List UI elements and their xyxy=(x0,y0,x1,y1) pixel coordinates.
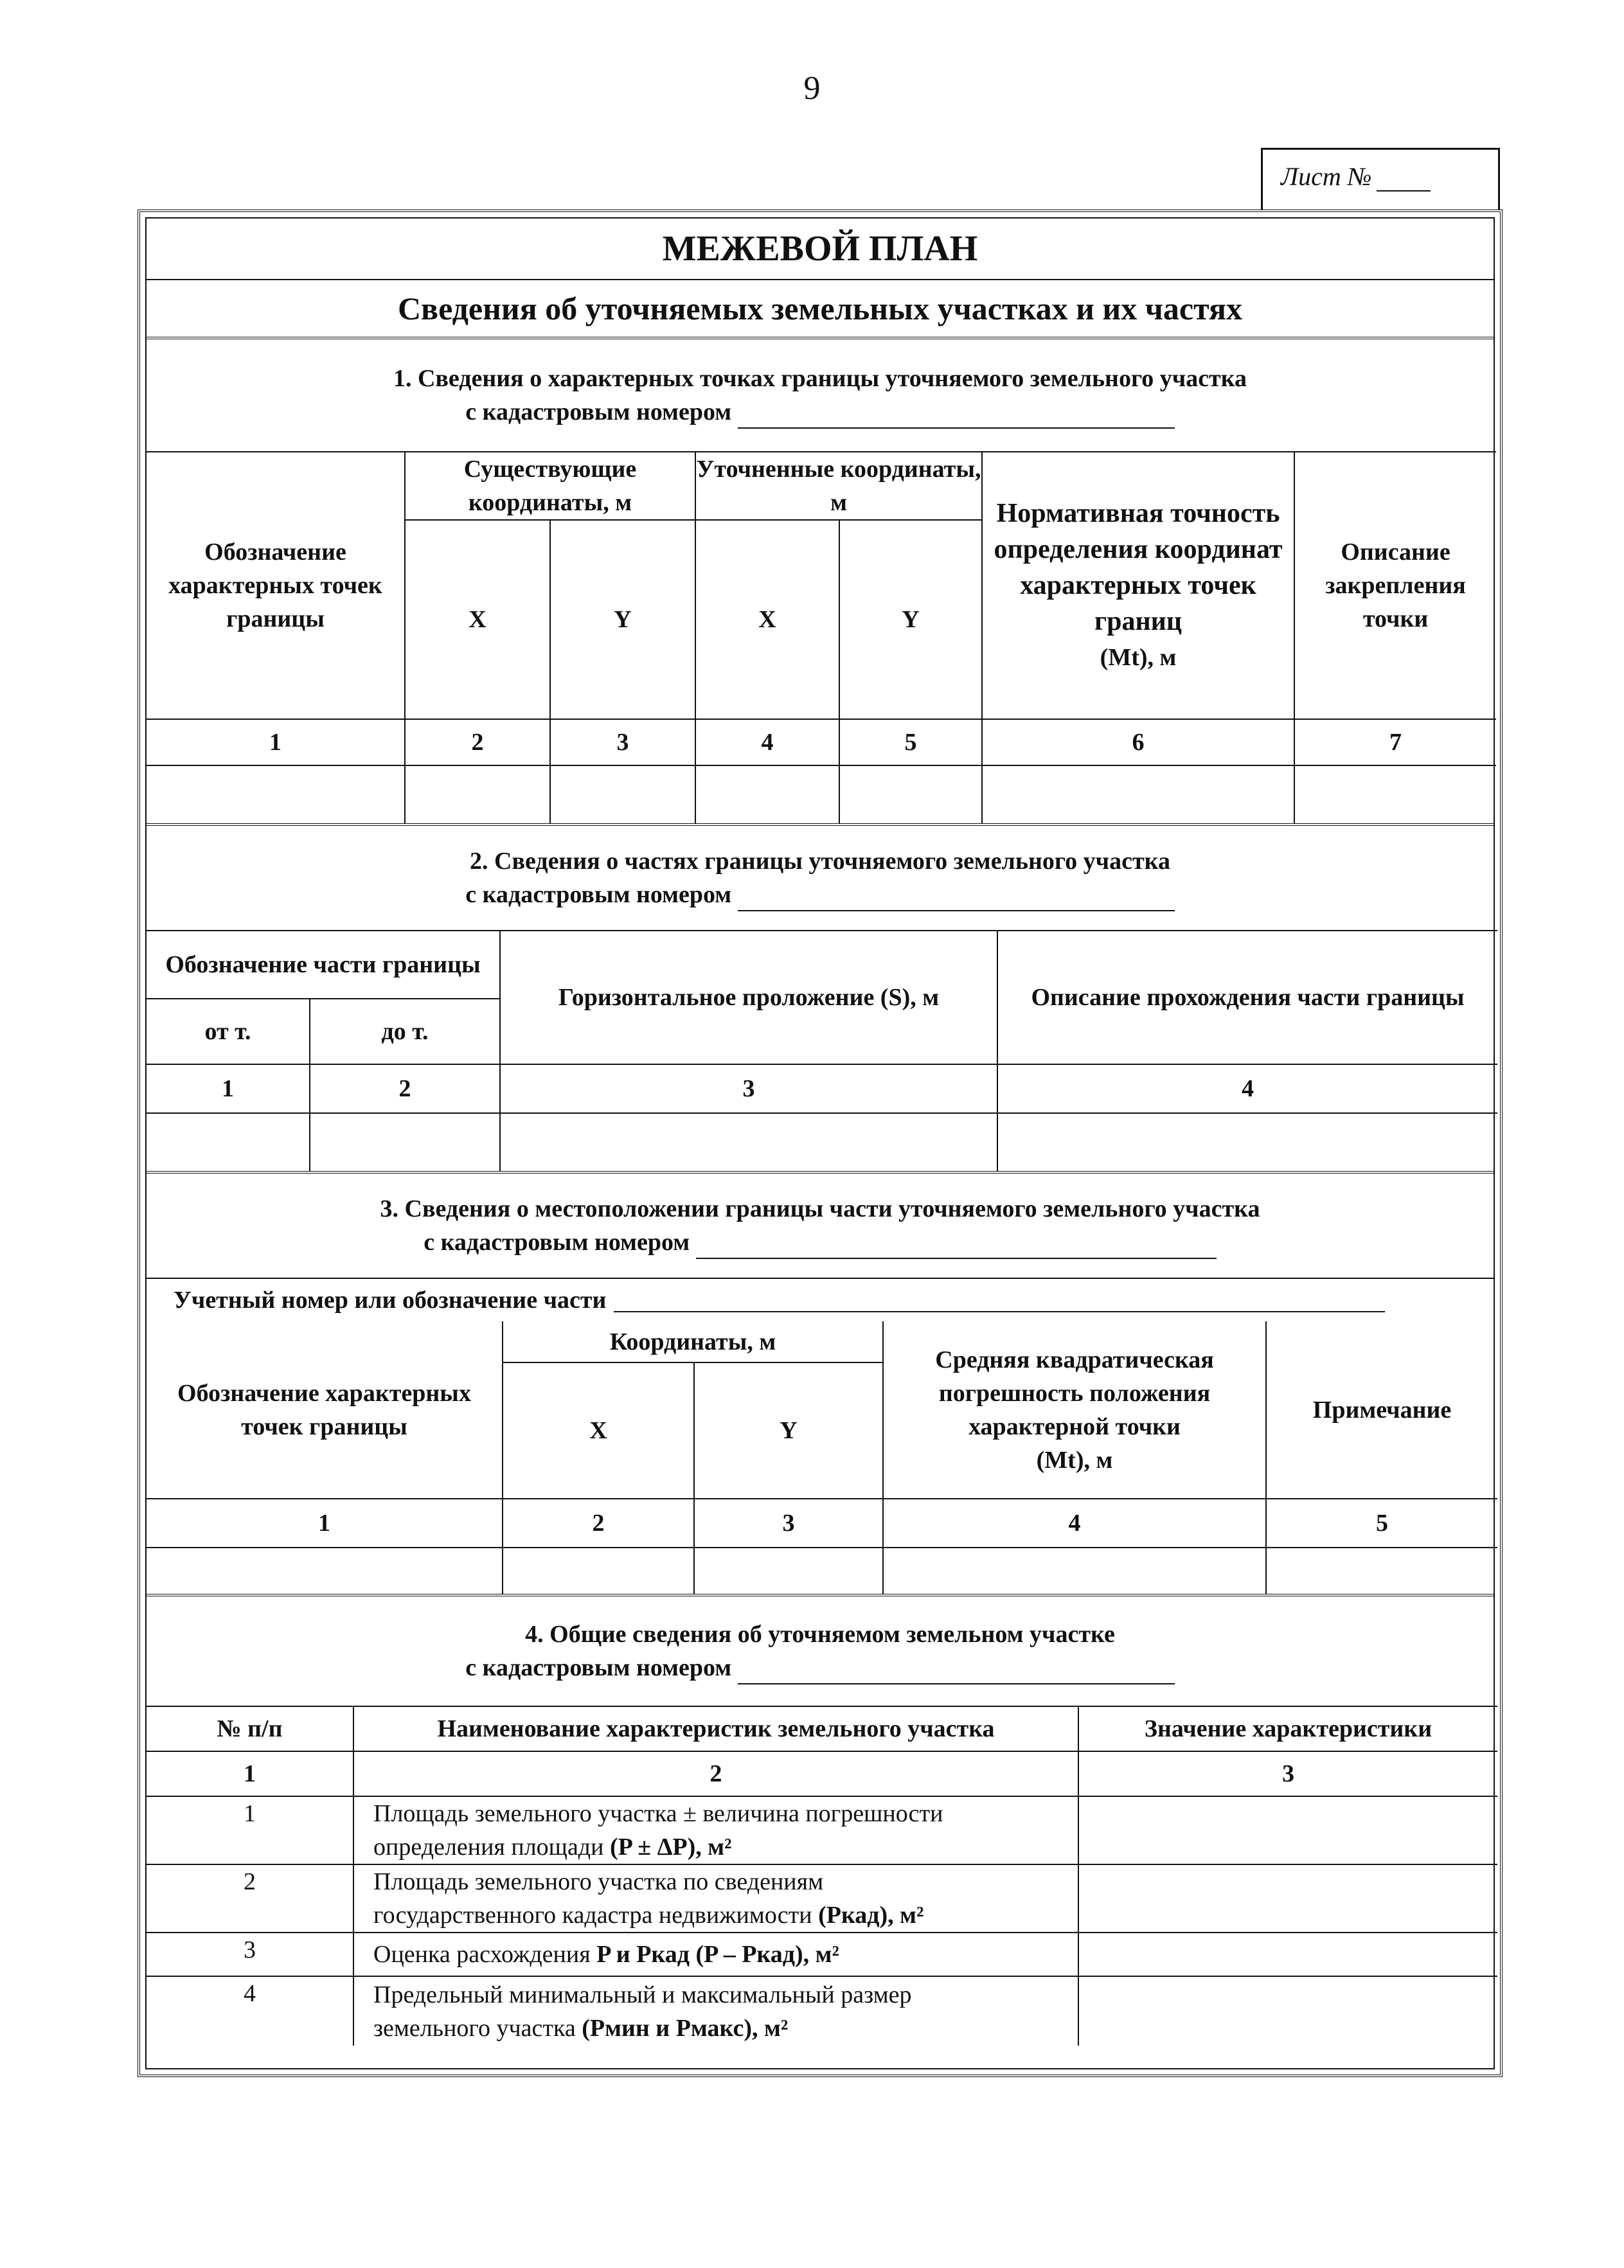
column-number: 3 xyxy=(1078,1751,1497,1796)
sheet-label: Лист № xyxy=(1281,162,1372,191)
form-frame xyxy=(138,210,1503,2077)
section-3-title: 3. Сведения о местоположении границы части уточняемого земельного участка xyxy=(380,1195,1260,1222)
section-1-table xyxy=(147,451,1496,823)
column-number: 4 xyxy=(883,1499,1266,1548)
form-subtitle: Сведения об уточняемых земельных участках и их частях xyxy=(147,280,1494,339)
row-number: 3 xyxy=(147,1933,353,1976)
column-number: 3 xyxy=(500,1064,997,1113)
section-4 xyxy=(147,1596,1494,2046)
column-number: 7 xyxy=(1294,719,1496,765)
table-row xyxy=(147,1933,1497,1976)
row-value[interactable] xyxy=(1078,1933,1497,1976)
empty-cell[interactable] xyxy=(1294,765,1496,823)
form-title: МЕЖЕВОЙ ПЛАН xyxy=(147,219,1494,280)
cadastral-number-field[interactable] xyxy=(696,1235,1217,1259)
row-name: Площадь земельного участка ± величина погрешности определения площади (P ± ΔP), м² xyxy=(353,1796,1078,1864)
row-name: Площадь земельного участка по сведениям государственного кадастра недвижимости (Ркад), м² xyxy=(353,1864,1078,1933)
column-number: 6 xyxy=(982,719,1294,765)
column-number: 3 xyxy=(694,1499,883,1548)
header-existing-coords: Существующие координаты, м xyxy=(405,452,695,520)
section-2-title: 2. Сведения о частях границы уточняемого земельного участка xyxy=(470,848,1170,875)
section-1-title: 1. Сведения о характерных точках границы уточняемого земельного участка xyxy=(393,365,1247,392)
empty-cell[interactable] xyxy=(1266,1548,1497,1594)
empty-cell[interactable] xyxy=(694,1548,883,1594)
header-name: Наименование характеристик земельного участка xyxy=(353,1706,1078,1751)
section-4-table xyxy=(147,1706,1497,2046)
header-y: Y xyxy=(839,520,982,719)
sheet-number-field[interactable] xyxy=(1377,167,1431,192)
empty-cell[interactable] xyxy=(147,1548,503,1594)
column-number: 5 xyxy=(1266,1499,1497,1548)
header-accuracy: Нормативная точность определения координат характерных точек границ (Mt), м xyxy=(982,452,1294,719)
header-y: Y xyxy=(694,1362,883,1499)
empty-cell[interactable] xyxy=(695,765,839,823)
row-value[interactable] xyxy=(1078,1864,1497,1933)
column-number: 3 xyxy=(550,719,695,765)
section-4-cadastral: с кадастровым номером xyxy=(147,1651,1494,1684)
row-value[interactable] xyxy=(1078,1796,1497,1864)
cadastral-number-field[interactable] xyxy=(738,404,1175,429)
header-x: X xyxy=(695,520,839,719)
column-number: 1 xyxy=(147,1499,503,1548)
section-3-table xyxy=(147,1321,1497,1594)
header-part-designation: Обозначение части границы xyxy=(147,931,500,999)
header-x: X xyxy=(503,1362,694,1499)
empty-cell[interactable] xyxy=(550,765,695,823)
header-value: Значение характеристики xyxy=(1078,1706,1497,1751)
table-row xyxy=(147,1864,1497,1933)
row-name: Оценка расхождения P и Ркад (P – Ркад), м² xyxy=(353,1933,1078,1976)
column-number: 2 xyxy=(310,1064,500,1113)
header-note: Примечание xyxy=(1266,1321,1497,1499)
header-fixing-description: Описание закрепления точки xyxy=(1294,452,1496,719)
header-refined-coords: Уточненные координаты, м xyxy=(695,452,982,520)
header-horizontal: Горизонтальное проложение (S), м xyxy=(500,931,997,1064)
section-2 xyxy=(147,826,1494,1174)
empty-cell[interactable] xyxy=(839,765,982,823)
column-number: 2 xyxy=(503,1499,694,1548)
page-number: 9 xyxy=(803,70,821,107)
header-point-designation: Обозначение характерных точек границы xyxy=(147,1321,503,1499)
section-3 xyxy=(147,1174,1494,1596)
header-x: X xyxy=(405,520,550,719)
account-number-row xyxy=(147,1278,1494,1321)
row-number: 1 xyxy=(147,1796,353,1864)
section-3-cadastral: с кадастровым номером xyxy=(147,1226,1494,1259)
row-name: Предельный минимальный и максимальный размер земельного участка (Рмин и Рмакс), м² xyxy=(353,1976,1078,2046)
empty-cell[interactable] xyxy=(405,765,550,823)
header-to: до т. xyxy=(310,999,500,1064)
empty-cell[interactable] xyxy=(982,765,1294,823)
column-number: 1 xyxy=(147,719,405,765)
header-num: № п/п xyxy=(147,1706,353,1751)
row-number: 4 xyxy=(147,1976,353,2046)
section-1 xyxy=(147,339,1494,826)
header-coords: Координаты, м xyxy=(503,1321,883,1362)
column-number: 4 xyxy=(695,719,839,765)
empty-cell[interactable] xyxy=(310,1113,500,1171)
header-rms: Средняя квадратическая погрешность положения характерной точки (Mt), м xyxy=(883,1321,1266,1499)
column-number: 2 xyxy=(405,719,550,765)
account-number-field[interactable] xyxy=(614,1288,1385,1312)
empty-cell[interactable] xyxy=(883,1548,1266,1594)
section-1-cadastral: с кадастровым номером xyxy=(147,395,1494,429)
empty-cell[interactable] xyxy=(500,1113,997,1171)
empty-cell[interactable] xyxy=(147,765,405,823)
section-2-cadastral: с кадастровым номером xyxy=(147,878,1494,911)
row-number: 2 xyxy=(147,1864,353,1933)
cadastral-number-field[interactable] xyxy=(738,887,1175,911)
sheet-number-box xyxy=(1261,148,1500,210)
section-4-title: 4. Общие сведения об уточняемом земельном участке xyxy=(525,1621,1115,1648)
header-y: Y xyxy=(550,520,695,719)
header-description: Описание прохождения части границы xyxy=(997,931,1497,1064)
column-number: 5 xyxy=(839,719,982,765)
table-row xyxy=(147,1796,1497,1864)
cadastral-number-field[interactable] xyxy=(738,1660,1175,1684)
column-number: 1 xyxy=(147,1064,310,1113)
empty-cell[interactable] xyxy=(147,1113,310,1171)
header-from: от т. xyxy=(147,999,310,1064)
column-number: 4 xyxy=(997,1064,1497,1113)
row-value[interactable] xyxy=(1078,1976,1497,2046)
account-number-label: Учетный номер или обозначение части xyxy=(174,1287,607,1314)
table-row xyxy=(147,1976,1497,2046)
column-number: 1 xyxy=(147,1751,353,1796)
empty-cell[interactable] xyxy=(997,1113,1497,1171)
empty-cell[interactable] xyxy=(503,1548,694,1594)
column-number: 2 xyxy=(353,1751,1078,1796)
header-point-designation: Обозначение характерных точек границы xyxy=(147,452,405,719)
section-2-table xyxy=(147,930,1497,1171)
